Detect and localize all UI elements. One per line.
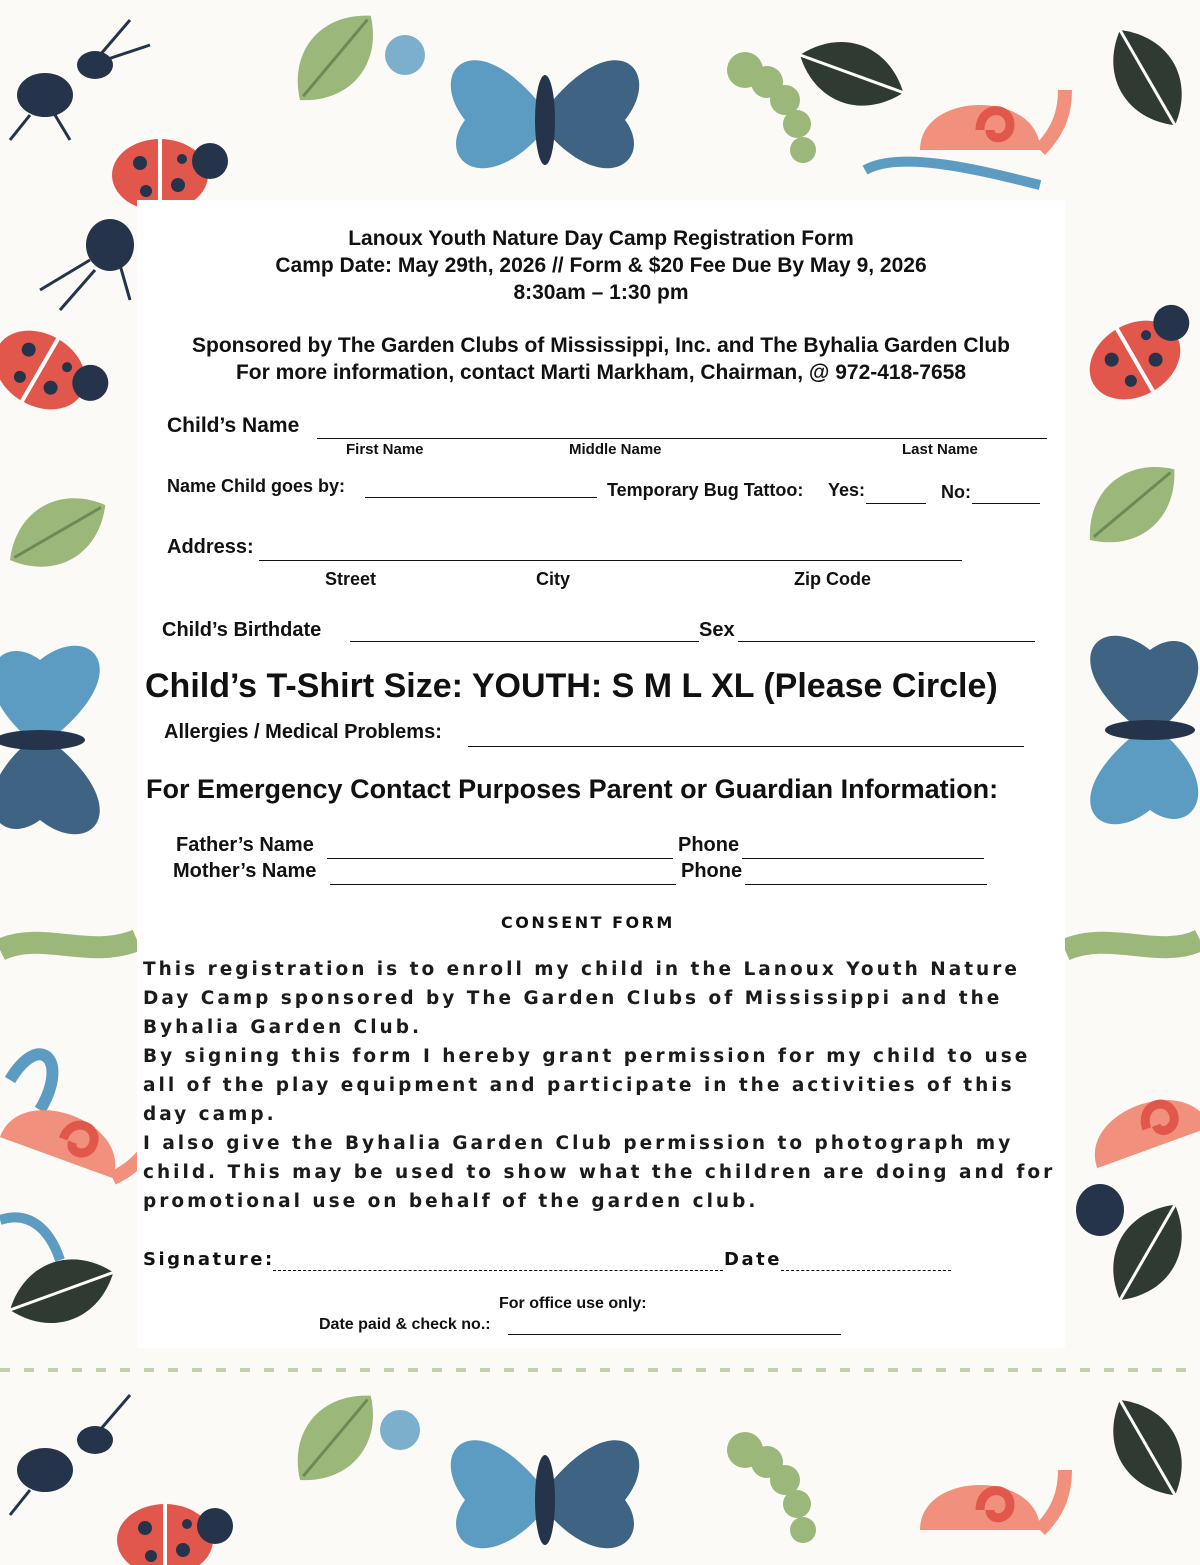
flower-icon bbox=[380, 1410, 420, 1450]
ant-icon bbox=[10, 20, 150, 140]
sex-field[interactable] bbox=[738, 641, 1035, 642]
ladybug-icon bbox=[0, 315, 117, 435]
leaf-icon bbox=[1094, 1385, 1200, 1510]
tattoo-no-field[interactable] bbox=[972, 503, 1040, 504]
emergency-heading: For Emergency Contact Purposes Parent or Guardian Information: bbox=[146, 774, 999, 804]
consent-text bbox=[143, 955, 1061, 1216]
first-name-caption: First Name bbox=[346, 441, 424, 458]
payment-label: Date paid & check no.: bbox=[319, 1316, 491, 1333]
address-field[interactable] bbox=[259, 560, 962, 561]
tattoo-yes-label: Yes: bbox=[828, 480, 866, 500]
mother-phone-field[interactable] bbox=[745, 884, 987, 885]
snail-icon bbox=[920, 1470, 1065, 1530]
allergies-label: Allergies / Medical Problems: bbox=[164, 721, 442, 743]
name-goes-by-field[interactable] bbox=[365, 497, 597, 498]
ant-icon bbox=[1076, 1184, 1124, 1236]
camp-time: 8:30am – 1:30 pm bbox=[513, 281, 689, 304]
birthdate-field[interactable] bbox=[350, 641, 699, 642]
office-use-heading: For office use only: bbox=[499, 1295, 647, 1312]
flower-icon bbox=[385, 35, 425, 75]
ladybug-icon bbox=[1075, 295, 1200, 415]
snail-icon bbox=[920, 90, 1065, 150]
contact-line: For more information, contact Marti Markham, Chairman, @ 972-418-7658 bbox=[235, 361, 967, 384]
father-name-field[interactable] bbox=[327, 858, 673, 859]
leaf-icon bbox=[277, 1376, 394, 1499]
leaf-icon bbox=[1071, 446, 1194, 563]
snail-icon bbox=[0, 1081, 157, 1187]
sponsor-line: Sponsored by The Garden Clubs of Mississippi, Inc. and The Byhalia Garden Club bbox=[192, 334, 1010, 357]
child-name-field[interactable] bbox=[317, 438, 1047, 439]
butterfly-icon bbox=[451, 60, 639, 168]
tattoo-yes-field[interactable] bbox=[866, 503, 926, 504]
camp-date: Camp Date: May 29th, 2026 // Form & $20 Fee Due By May 9, 2026 bbox=[275, 254, 927, 277]
tshirt-size-line: Child’s T-Shirt Size: YOUTH: S M L XL (Please Circle) bbox=[145, 667, 998, 705]
tattoo-no-label: No: bbox=[941, 482, 971, 502]
street-caption: Street bbox=[325, 569, 377, 589]
name-goes-by-label: Name Child goes by: bbox=[167, 476, 346, 496]
ant-icon bbox=[10, 1395, 130, 1515]
date-field[interactable] bbox=[781, 1270, 951, 1271]
signature-field[interactable] bbox=[273, 1270, 723, 1271]
registration-form bbox=[137, 200, 1065, 1348]
city-caption: City bbox=[536, 569, 571, 589]
father-phone-label: Phone bbox=[678, 834, 740, 856]
consent-paragraph-photo: I also give the Byhalia Garden Club permission to photograph my child. This may be used to show what the children are doing and for promotional use on behalf of the garden club. bbox=[143, 1133, 1056, 1212]
butterfly-icon bbox=[0, 646, 100, 834]
tattoo-label: Temporary Bug Tattoo: bbox=[607, 480, 804, 500]
middle-name-caption: Middle Name bbox=[569, 441, 662, 458]
leaf-icon bbox=[790, 27, 914, 121]
form-title: Lanoux Youth Nature Day Camp Registration Form bbox=[348, 227, 854, 250]
consent-paragraph-enroll: This registration is to enroll my child in the Lanoux Youth Nature Day Camp sponsored by The Garden Clubs of Mississippi and the Byhalia Garden Club. bbox=[143, 959, 1020, 1038]
leaf-icon bbox=[277, 0, 394, 119]
leaf-icon bbox=[1094, 15, 1200, 140]
sex-label: Sex bbox=[699, 619, 735, 641]
address-label: Address: bbox=[167, 536, 254, 558]
mother-name-label: Mother’s Name bbox=[173, 860, 317, 882]
signature-label: Signature: bbox=[143, 1249, 275, 1270]
leaf-icon bbox=[0, 479, 120, 586]
ant-icon bbox=[40, 219, 134, 310]
butterfly-icon bbox=[1090, 636, 1198, 824]
child-name-label: Child’s Name bbox=[167, 414, 300, 437]
zip-caption: Zip Code bbox=[794, 569, 871, 589]
last-name-caption: Last Name bbox=[902, 441, 978, 458]
father-phone-field[interactable] bbox=[742, 858, 984, 859]
butterfly-icon bbox=[451, 1440, 639, 1548]
ladybug-icon bbox=[117, 1504, 233, 1565]
snail-icon bbox=[1077, 1062, 1200, 1168]
consent-heading: CONSENT FORM bbox=[501, 913, 675, 932]
birthdate-label: Child’s Birthdate bbox=[162, 619, 322, 641]
caterpillar-icon bbox=[727, 1432, 816, 1543]
allergies-field[interactable] bbox=[468, 746, 1024, 747]
consent-paragraph-equipment: By signing this form I hereby grant permission for my child to use all of the play equipment and participate in the activities of this day camp. bbox=[143, 1046, 1031, 1125]
mother-phone-label: Phone bbox=[681, 860, 743, 882]
payment-field[interactable] bbox=[508, 1334, 841, 1335]
mother-name-field[interactable] bbox=[330, 884, 676, 885]
caterpillar-icon bbox=[727, 52, 816, 163]
father-name-label: Father’s Name bbox=[176, 834, 314, 856]
date-label: Date bbox=[724, 1249, 782, 1270]
